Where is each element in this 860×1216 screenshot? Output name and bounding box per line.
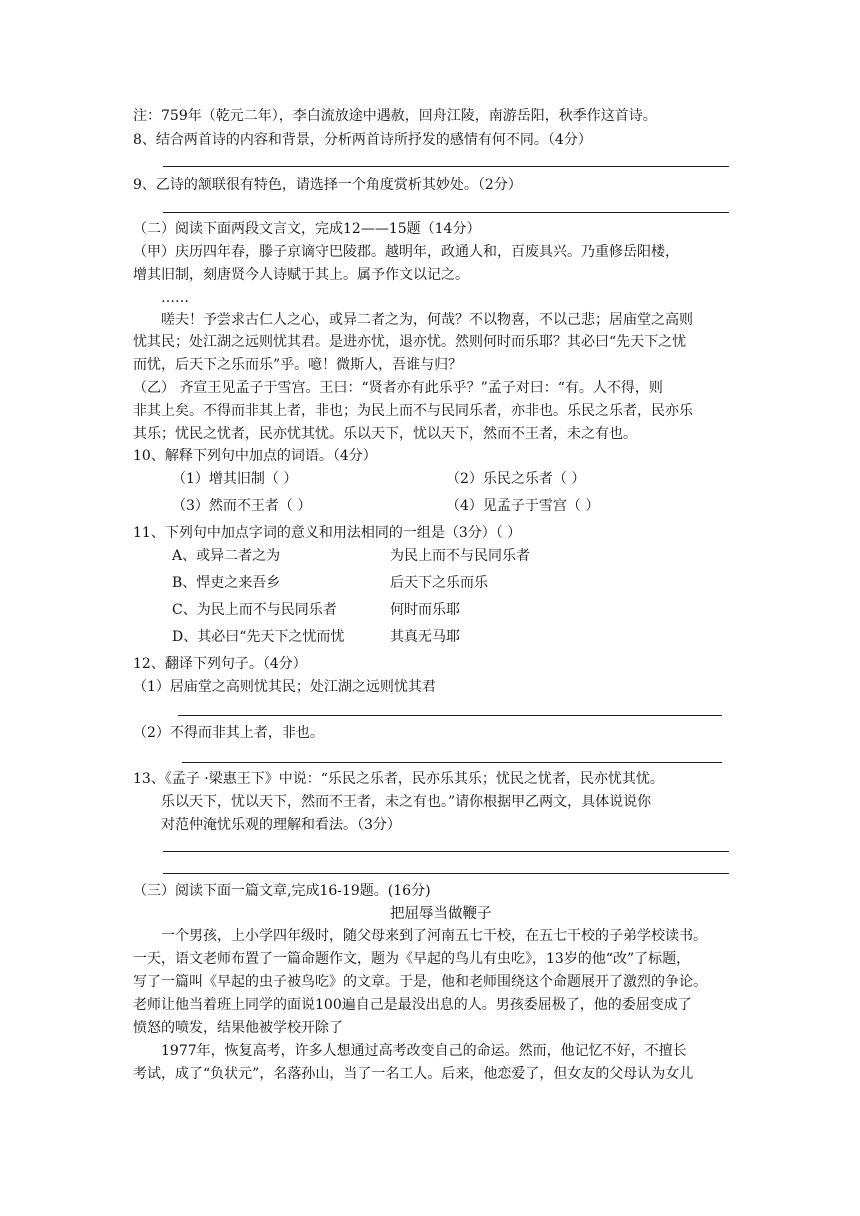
note-text: 注：759年（乾元二年），李白流放途中遇赦，回舟江陵，南游岳阳，秋季作这首诗。 xyxy=(133,108,657,124)
passage-yi-line-1: （乙） 齐宣王见孟子于雪宫。王曰：“贤者亦有此乐乎？”孟子对曰：“有。人不得，则 xyxy=(133,380,663,396)
option-c-right: 何时而乐耶 xyxy=(390,602,460,618)
article-paragraph-1-line-3: 写了一篇叫《早起的虫子被鸟吃》的文章。于是，他和老师围绕这个命题展开了激烈的争论。 xyxy=(133,974,707,990)
article-title: 把屈辱当做鞭子 xyxy=(390,906,492,922)
passage-jia-line-3: 嗟夫！予尝求古仁人之心，或异二者之为，何哉？不以物喜，不以己悲；居庙堂之高则 xyxy=(161,312,693,328)
passage-jia-line-2: 增其旧制，刻唐贤今人诗赋于其上。属予作文以记之。 xyxy=(133,267,469,283)
question-13-line-2: 乐以天下，忧以天下，然而不王者，未之有也。”请你根据甲乙两文，具体说说你 xyxy=(161,794,652,810)
question-10-item-1: （1）增其旧制（ ） xyxy=(172,471,298,487)
question-13-line-3: 对范仲淹忧乐观的理解和看法。（3分） xyxy=(161,817,401,833)
answer-line-9 xyxy=(163,212,729,213)
question-12-sentence-1: （1）居庙堂之高则忧其民；处江湖之远则忧其君 xyxy=(133,679,436,695)
answer-line-13-2 xyxy=(163,873,729,874)
passage-yi-line-2: 非其上矣。不得而非其上者，非也；为民上而不与民同乐者，亦非也。乐民之乐者，民亦乐 xyxy=(133,403,693,419)
passage-ellipsis: …… xyxy=(161,290,189,306)
option-b-left: B、悍吏之来吾乡 xyxy=(172,575,281,591)
option-a-left: A、或异二者之为 xyxy=(172,548,281,564)
passage-yi-line-3: 其乐；忧民之忧者，民亦忧其忧。乐以天下，忧以天下，然而不王者，未之有也。 xyxy=(133,426,637,442)
passage-jia-line-1: （甲）庆历四年春，滕子京谪守巴陵郡。越明年，政通人和，百废具兴。乃重修岳阳楼， xyxy=(133,244,679,260)
answer-line-8 xyxy=(163,166,729,167)
option-a-right: 为民上而不与民同乐者 xyxy=(390,548,530,564)
question-10-item-3: （3）然而不王者（ ） xyxy=(172,498,312,514)
answer-line-12-1 xyxy=(178,715,722,716)
passage-jia-line-5: 而忧，后天下之乐而乐”乎。噫！微斯人，吾谁与归？ xyxy=(133,357,463,373)
question-10: 10、解释下列句中加点的词语。（4分） xyxy=(133,448,377,464)
question-12: 12、翻译下列句子。（4分） xyxy=(133,656,307,672)
question-10-item-2: （2）乐民之乐者（ ） xyxy=(446,471,586,487)
article-paragraph-1-line-4: 老师让他当着班上同学的面说100遍自己是最没出息的人。男孩委屈极了，他的委屈变成了 xyxy=(133,997,692,1013)
question-12-sentence-2: （2）不得而非其上者，非也。 xyxy=(133,725,324,741)
option-b-right: 后天下之乐而乐 xyxy=(390,575,488,591)
option-d-left: D、其必曰“先天下之忧而忧 xyxy=(172,629,345,645)
question-11: 11、下列句中加点字词的意义和用法相同的一组是（3分）（ ） xyxy=(133,525,522,541)
section-2-heading: （二）阅读下面两段文言文，完成12——15题（14分） xyxy=(133,221,481,237)
answer-line-13-1 xyxy=(163,851,729,852)
article-paragraph-1-line-5: 愤怒的喷发，结果他被学校开除了 xyxy=(133,1020,343,1036)
question-8: 8、结合两首诗的内容和背景，分析两首诗所抒发的感情有何不同。（4分） xyxy=(133,132,592,148)
question-10-item-4: （4）见孟子于雪宫（ ） xyxy=(446,498,600,514)
option-c-left: C、为民上而不与民同乐者 xyxy=(172,602,337,618)
answer-line-12-2 xyxy=(182,762,722,763)
article-paragraph-1-line-1: 一个男孩，上小学四年级时，随父母来到了河南五七干校，在五七干校的子弟学校读书。 xyxy=(161,928,707,944)
question-13-line-1: 13、《孟子 ·梁惠王下》中说：“乐民之乐者，民亦乐其乐；忧民之忧者，民亦忧其忧。 xyxy=(133,771,664,787)
section-3-heading: （三）阅读下面一篇文章,完成16-19题。(16分) xyxy=(133,883,431,899)
question-9: 9、乙诗的颔联很有特色，请选择一个角度赏析其妙处。（2分） xyxy=(133,177,522,193)
article-paragraph-1-line-2: 一天，语文老师布置了一篇命题作文，题为《早起的鸟儿有虫吃》，13岁的他“改”了标题， xyxy=(133,951,691,967)
article-paragraph-2-line-1: 1977年，恢复高考，许多人想通过高考改变自己的命运。然而，他记忆不好，不擅长 xyxy=(161,1043,687,1059)
passage-jia-line-4: 忧其民；处江湖之远则忧其君。是进亦忧，退亦忧。然则何时而乐耶？其必曰“先天下之忧 xyxy=(133,334,687,350)
option-d-right: 其真无马耶 xyxy=(390,629,460,645)
article-paragraph-2-line-2: 考试，成了“负状元”，名落孙山，当了一名工人。后来，他恋爱了，但女友的父母认为女儿 xyxy=(133,1066,694,1082)
